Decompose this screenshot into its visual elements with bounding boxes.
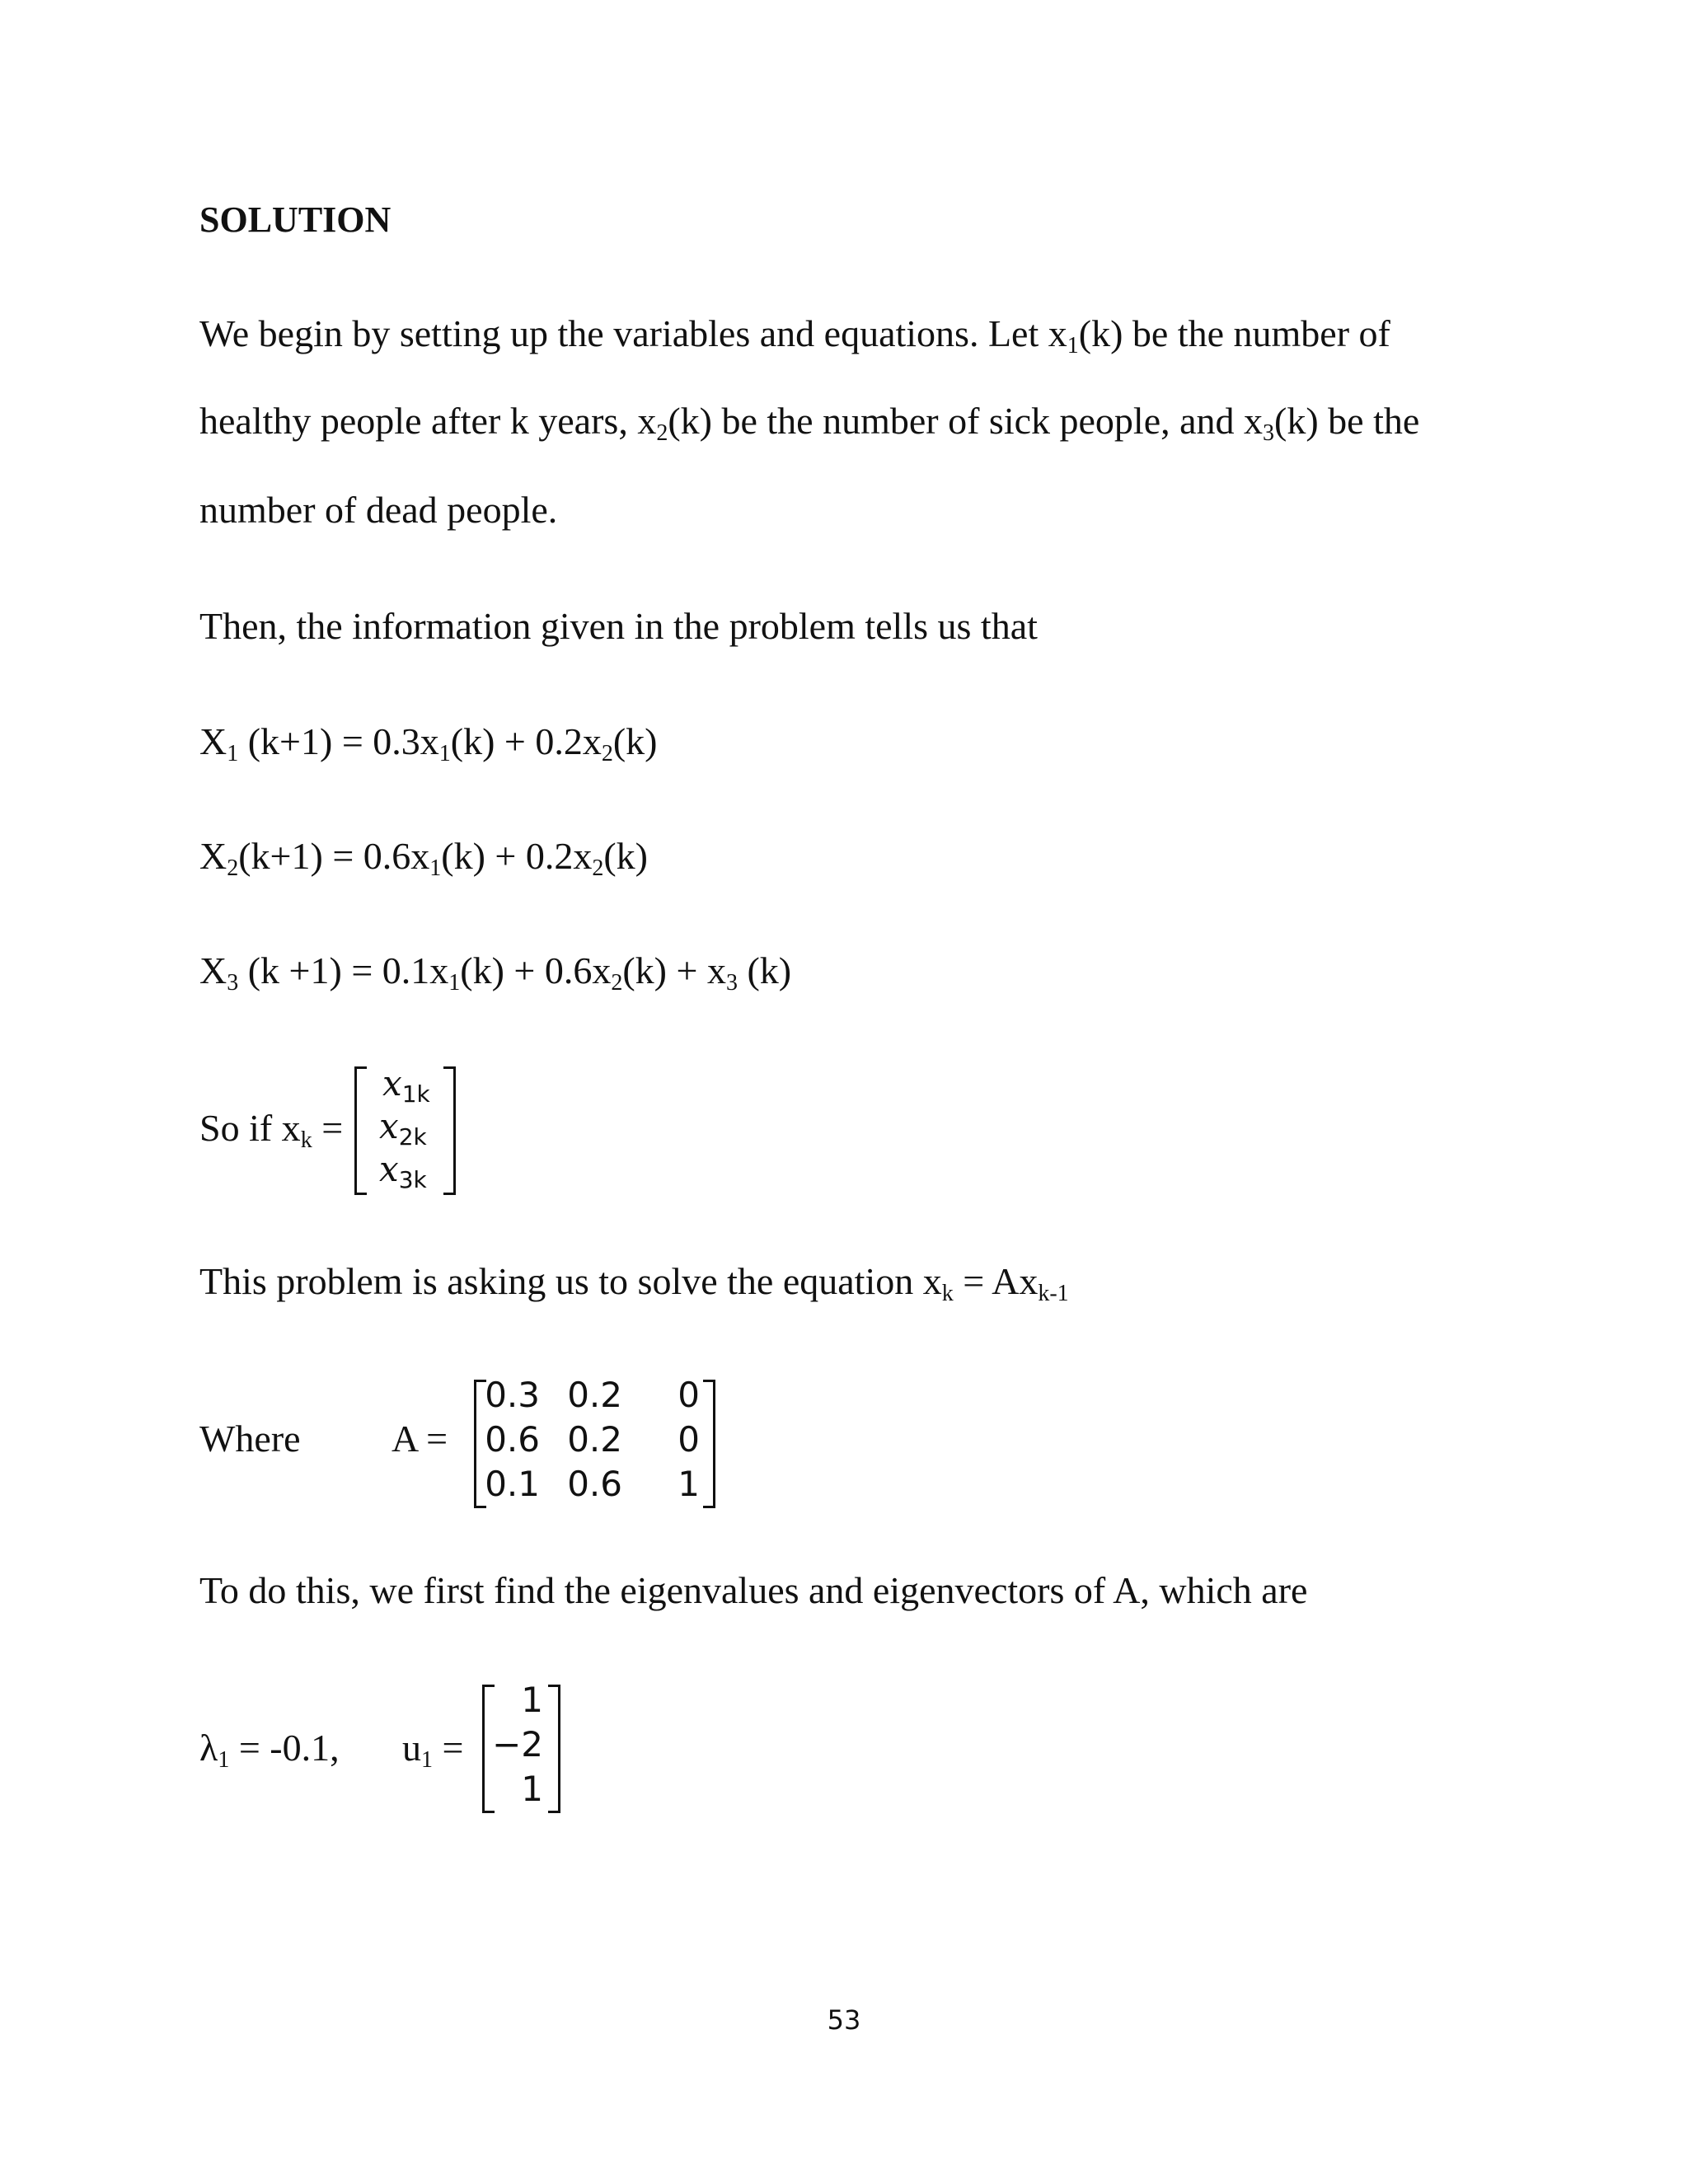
equation-2: [199, 835, 648, 881]
text-span: (k +1) = 0.1x: [238, 949, 449, 991]
vector-entry: 1: [521, 1769, 543, 1809]
subscript: 1: [421, 1747, 433, 1773]
text-span: X: [199, 949, 227, 991]
subscript: 1: [438, 741, 451, 766]
left-bracket: [354, 1066, 367, 1195]
where-label: Where: [199, 1418, 301, 1460]
matrix-cell: 0.2: [567, 1419, 622, 1460]
paragraph-line-1: [199, 312, 1390, 359]
subscript: 2: [601, 741, 613, 766]
subscript: k: [300, 1127, 312, 1153]
text-span: = -0.1,: [229, 1727, 340, 1769]
text-span: (k): [737, 949, 792, 991]
subscript: 3: [725, 970, 738, 996]
text-span: (k) + 0.2x: [441, 835, 593, 877]
subscript: 3: [1263, 420, 1275, 446]
subscript: 1: [448, 970, 461, 996]
subscript: 1: [1067, 333, 1079, 359]
vector-entry: −2: [492, 1724, 543, 1765]
text-span: (k) be the: [1274, 400, 1420, 442]
matrix-cell: 1: [678, 1464, 700, 1504]
page-number: 53: [827, 2004, 861, 2036]
paragraph-line-2: [199, 400, 1420, 446]
eigenvector-u1: [482, 1680, 558, 1816]
vector-entry: $x_{3k}$: [379, 1149, 427, 1193]
subscript: k: [941, 1281, 954, 1306]
equation-1: [199, 720, 658, 766]
paragraph-4: To do this, we first find the eigenvalues and eigenvectors of A, which are: [199, 1569, 1308, 1611]
text-span: X: [199, 720, 227, 762]
matrix-cell: 0.3: [485, 1375, 540, 1415]
paragraph-2: Then, the information given in the problem tells us that: [199, 605, 1038, 647]
vector-entry: $x_{2k}$: [379, 1106, 427, 1151]
paragraph-3: [199, 1260, 1069, 1306]
text-span: u: [402, 1727, 421, 1769]
subscript: 1: [429, 855, 442, 881]
right-bracket: [548, 1685, 560, 1813]
text-span: =: [312, 1107, 344, 1149]
matrix-cell: 0.6: [567, 1464, 622, 1504]
eigenvalue-label: [199, 1727, 340, 1773]
matrix-cell: 0: [678, 1419, 700, 1460]
text-span: (k+1) = 0.3x: [238, 720, 439, 762]
text-span: (k) + x: [622, 949, 726, 991]
matrix-cell: 0.1: [485, 1464, 540, 1504]
paragraph-line-3: number of dead people.: [199, 489, 558, 531]
vector-entry: $x_{1k}$: [382, 1063, 430, 1108]
subscript: 2: [656, 420, 668, 446]
subscript: 1: [218, 1747, 230, 1773]
section-heading: SOLUTION: [199, 199, 392, 240]
text-span: This problem is asking us to solve the equation x: [199, 1260, 942, 1302]
text-span: X: [199, 835, 227, 877]
matrix-cell: 0: [678, 1375, 700, 1415]
subscript: 2: [592, 855, 604, 881]
text-span: (k) + 0.6x: [460, 949, 612, 991]
vector-entry: 1: [521, 1680, 543, 1720]
text-span: (k) be the number of sick people, and x: [668, 400, 1264, 442]
text-span: (k) + 0.2x: [450, 720, 602, 762]
subscript: 3: [227, 970, 239, 996]
text-span: = Ax: [953, 1260, 1039, 1302]
subscript: 1: [227, 741, 239, 766]
text-span: (k): [603, 835, 648, 877]
text-span: (k) be the number of: [1078, 312, 1390, 354]
a-equals-label: A =: [392, 1418, 448, 1460]
matrix-a: [474, 1375, 713, 1511]
right-bracket: [703, 1380, 715, 1508]
eigenvector-label: [402, 1727, 464, 1773]
right-bracket: [443, 1066, 456, 1195]
state-vector: [354, 1063, 453, 1195]
text-span: (k): [612, 720, 658, 762]
subscript: 2: [227, 855, 239, 881]
subscript: k-1: [1038, 1281, 1069, 1306]
text-span: So if x: [199, 1107, 301, 1149]
text-span: (k+1) = 0.6x: [238, 835, 430, 877]
matrix-cell: 0.6: [485, 1419, 540, 1460]
so-if-label: [199, 1107, 344, 1153]
matrix-cell: 0.2: [567, 1375, 622, 1415]
text-span: λ: [199, 1727, 218, 1769]
text-span: We begin by setting up the variables and equations. Let x: [199, 312, 1067, 354]
equation-3: [199, 949, 792, 996]
text-span: healthy people after k years, x: [199, 400, 657, 442]
subscript: 2: [611, 970, 623, 996]
text-span: =: [433, 1727, 464, 1769]
